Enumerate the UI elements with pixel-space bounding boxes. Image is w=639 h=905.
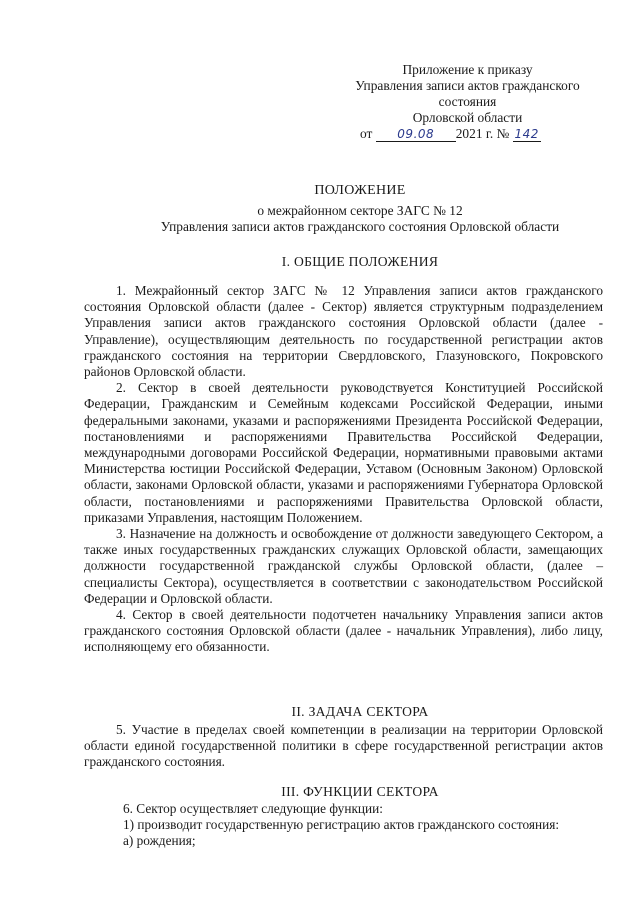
appendix-date-line xyxy=(350,126,585,142)
paragraph-6: 6. Сектор осуществляет следующие функции: xyxy=(123,801,383,816)
appendix-line-2: Управления записи актов гражданского xyxy=(355,78,580,93)
number-field xyxy=(513,127,541,142)
document-title-block xyxy=(80,183,639,235)
section-3-heading: III. ФУНКЦИИ СЕКТОРА xyxy=(281,784,439,799)
section-2-body xyxy=(84,722,603,771)
appendix-block xyxy=(350,62,585,142)
appendix-line-4: Орловской области xyxy=(412,110,523,125)
paragraph-2: 2. Сектор в своей деятельности руководствуется Конституцией Российской Федерации, Гражданским и Семейным кодексами Российской Федерации, иными федеральными законами, указами и распоряжениями Президента Российской Федерации, постановлениями и распоряжениями Правительства Российской Федерации, международными договорами Российской Федерации, нормативными правовыми актами Министерства юстиции Российской Федерации, Уставом (Основным Законом) Орловской области, законами Орловской области, указами и распоряжениями Губернатора Орловской области, постановлениями и распоряжениями Правительства Орловской области, приказами Управления, настоящим Положением. xyxy=(84,380,603,525)
section-3-body xyxy=(84,801,603,850)
date-field xyxy=(376,127,456,142)
appendix-line-3: состояния xyxy=(438,94,497,109)
document-title: ПОЛОЖЕНИЕ xyxy=(314,183,406,198)
document-subtitle-2: Управления записи актов гражданского состояния Орловской области xyxy=(160,219,560,234)
document-subtitle-1: о межрайонном секторе ЗАГС № 12 xyxy=(257,203,463,218)
handwritten-number: 142 xyxy=(514,127,539,141)
paragraph-4: 4. Сектор в своей деятельности подотчетен начальнику Управления записи актов гражданского состояния Орловской области (далее - начальник Управления), либо лицу, исполняющему его обязанности. xyxy=(84,607,603,655)
handwritten-date: 09.08 xyxy=(397,127,435,141)
year-and-number-label: 2021 г. № xyxy=(455,126,510,141)
date-prefix: от xyxy=(360,126,373,141)
section-2-heading: II. ЗАДАЧА СЕКТОРА xyxy=(291,704,429,719)
functions-item-a: а) рождения; xyxy=(123,833,196,849)
appendix-line-1: Приложение к приказу xyxy=(402,62,533,77)
functions-item-1: 1) производит государственную регистрацию актов гражданского состояния: xyxy=(123,817,560,833)
paragraph-1: 1. Межрайонный сектор ЗАГС № 12 Управления записи актов гражданского состояния Орловской области (далее - Сектор) является структурным подразделением Управления записи актов гражданского состояния Орловской области (далее - Управление), осуществляющим деятельность по государственной регистрации актов гражданского состояния на территории Свердловского, Глазуновского, Покровского районов Орловской области. xyxy=(84,283,603,380)
section-1-body xyxy=(84,283,603,656)
paragraph-5: 5. Участие в пределах своей компетенции в реализации на территории Орловской области единой государственной политики в сфере государственной регистрации актов гражданского состояния. xyxy=(84,722,603,770)
paragraph-3: 3. Назначение на должность и освобождение от должности заведующего Сектором, а также иных государственных гражданских служащих Орловской области, замещающих должности государственной гражданской службы Орловской области, (далее – специалисты Сектора), осуществляется в соответствии с законодательством Российской Федерации и Орловской области. xyxy=(84,526,603,606)
section-1-heading: I. ОБЩИЕ ПОЛОЖЕНИЯ xyxy=(281,254,439,269)
